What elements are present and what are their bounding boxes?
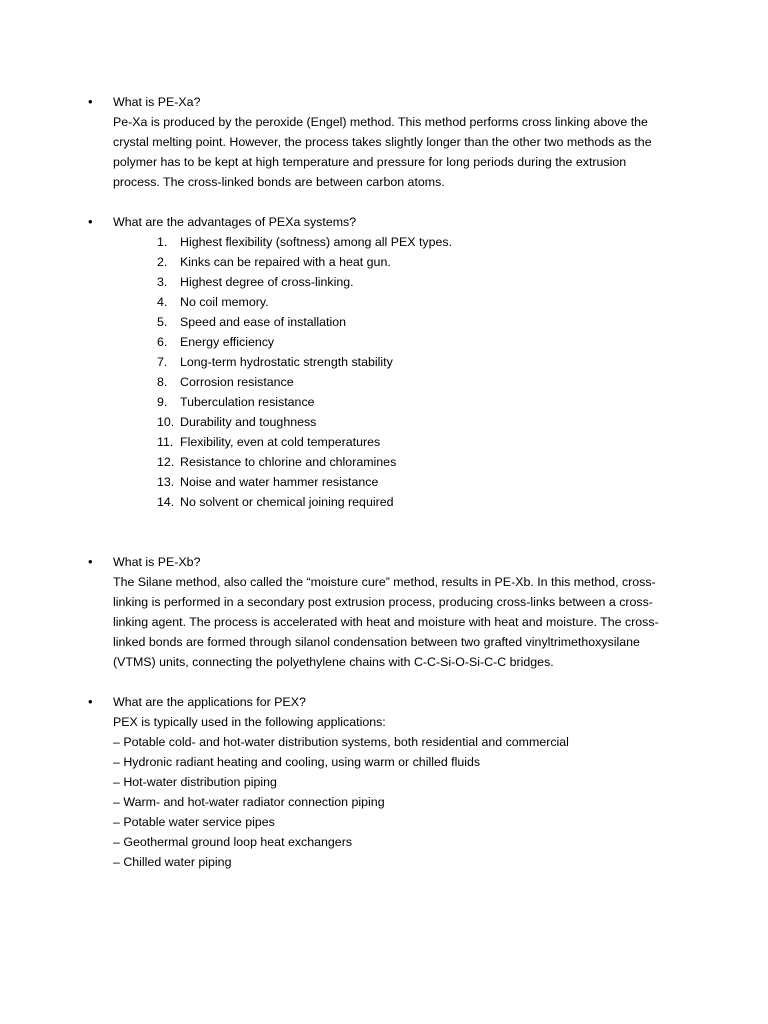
list-item [157, 332, 688, 352]
body-line: linking agent. The process is accelerated with heat and moisture with heat and moisture. The cross- [113, 615, 659, 629]
application-item: – Hydronic radiant heating and cooling, using warm or chilled fluids [113, 755, 481, 769]
list-item-text: Flexibility, even at cold temperatures [180, 435, 381, 449]
list-item-text: Highest flexibility (softness) among all PEX types. [180, 235, 453, 249]
list-item [157, 432, 688, 452]
list-item-number: 3. [157, 275, 168, 289]
list-item [157, 412, 688, 432]
application-item: – Hot-water distribution piping [113, 775, 277, 789]
list-item-text: Noise and water hammer resistance [180, 475, 379, 489]
body-line: (VTMS) units, connecting the polyethylene chains with C-C-Si-O-Si-C-C bridges. [113, 655, 554, 669]
body-line: The Silane method, also called the “moisture cure” method, results in PE-Xb. In this method, cross- [113, 575, 656, 589]
list-item [157, 312, 688, 332]
list-item-number: 2. [157, 255, 168, 269]
list-item-text: Resistance to chlorine and chloramines [180, 455, 397, 469]
list-item [157, 272, 688, 292]
list-item-text: Tuberculation resistance [180, 395, 315, 409]
section-content [113, 692, 688, 872]
body-line: linking is performed in a secondary post extrusion process, producing cross-links between a cross- [113, 595, 653, 609]
question-heading: What are the advantages of PEXa systems? [113, 215, 357, 229]
bullet-icon: • [88, 694, 93, 709]
list-item-number: 11. [157, 435, 174, 449]
list-item-number: 12. [157, 455, 175, 469]
body-line: process. The cross-linked bonds are between carbon atoms. [113, 175, 445, 189]
list-item-number: 9. [157, 395, 168, 409]
list-item [157, 252, 688, 272]
list-item-text: Durability and toughness [180, 415, 317, 429]
application-item: – Potable water service pipes [113, 815, 275, 829]
advantages-list [157, 232, 688, 512]
body-line: polymer has to be kept at high temperature and pressure for long periods during the extrusion [113, 155, 627, 169]
list-item-number: 7. [157, 355, 168, 369]
section-content [113, 212, 688, 512]
list-item-text: Speed and ease of installation [180, 315, 347, 329]
bullet-icon: • [88, 554, 93, 569]
body-line: linked bonds are formed through silanol condensation between two grafted vinyltrimethoxysilane [113, 635, 640, 649]
application-item: – Chilled water piping [113, 855, 232, 869]
question-heading: What is PE-Xa? [113, 95, 201, 109]
section-content [113, 552, 688, 672]
list-item [157, 372, 688, 392]
application-item: – Geothermal ground loop heat exchangers [113, 835, 353, 849]
list-item-text: Energy efficiency [180, 335, 275, 349]
bullet-icon: • [88, 94, 93, 109]
body-line: PEX is typically used in the following applications: [113, 715, 386, 729]
list-item [157, 352, 688, 372]
bullet-icon: • [88, 214, 93, 229]
list-item-number: 6. [157, 335, 168, 349]
list-item [157, 232, 688, 252]
list-item [157, 392, 688, 412]
list-item-text: No solvent or chemical joining required [180, 495, 394, 509]
list-item-number: 1. [157, 235, 168, 249]
section-content [113, 92, 688, 192]
list-item-number: 8. [157, 375, 168, 389]
body-line: crystal melting point. However, the process takes slightly longer than the other two methods as the [113, 135, 652, 149]
list-item [157, 472, 688, 492]
list-item-number: 14. [157, 495, 175, 509]
list-item-number: 4. [157, 295, 168, 309]
list-item-text: Long-term hydrostatic strength stability [180, 355, 393, 369]
list-item-text: Kinks can be repaired with a heat gun. [180, 255, 391, 269]
list-item-number: 13. [157, 475, 175, 489]
list-item-number: 10. [157, 415, 175, 429]
list-item-number: 5. [157, 315, 168, 329]
body-line: Pe-Xa is produced by the peroxide (Engel) method. This method performs cross linking above the [113, 115, 648, 129]
list-item-text: Highest degree of cross-linking. [180, 275, 354, 289]
list-item [157, 492, 688, 512]
application-item: – Warm- and hot-water radiator connection piping [113, 795, 385, 809]
list-item [157, 452, 688, 472]
list-item-text: No coil memory. [180, 295, 269, 309]
question-heading: What is PE-Xb? [113, 555, 201, 569]
application-item: – Potable cold- and hot-water distribution systems, both residential and commercial [113, 735, 569, 749]
list-item-text: Corrosion resistance [180, 375, 294, 389]
question-heading: What are the applications for PEX? [113, 695, 306, 709]
list-item [157, 292, 688, 312]
